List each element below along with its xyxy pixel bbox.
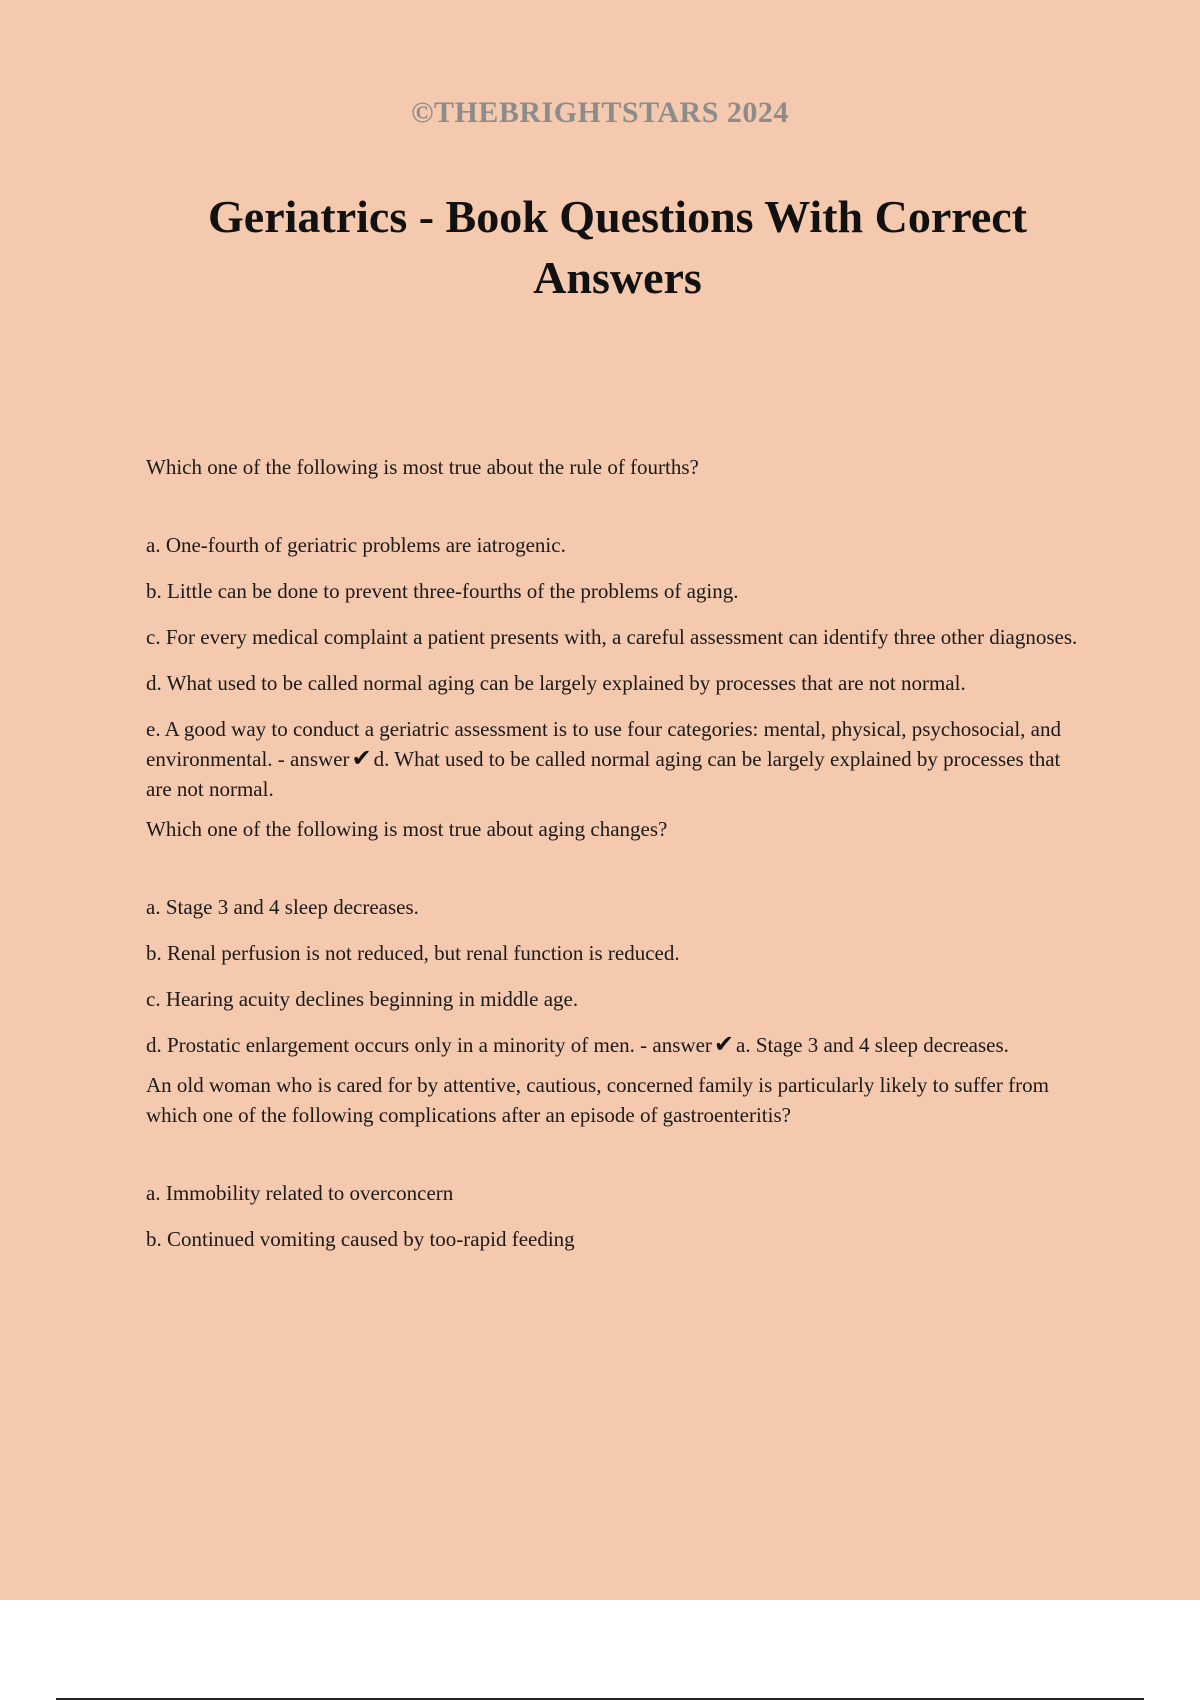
question-block xyxy=(146,452,1081,804)
watermark: ©THEBRIGHTSTARS 2024 xyxy=(411,96,789,129)
option-b: b. Renal perfusion is not reduced, but renal function is reduced. xyxy=(146,941,680,965)
correct-answer: a. Stage 3 and 4 sleep decreases. xyxy=(736,1033,1009,1057)
question-text: An old woman who is cared for by attentive, cautious, concerned family is particularly likely to suffer from which one of the following complications after an episode of gastroenteritis? xyxy=(146,1073,1049,1127)
option-b: b. Little can be done to prevent three-fourths of the problems of aging. xyxy=(146,579,739,603)
question-block xyxy=(146,1070,1081,1254)
option-a: a. Stage 3 and 4 sleep decreases. xyxy=(146,895,419,919)
check-mark-icon: ✔ xyxy=(713,1032,734,1058)
question-text: Which one of the following is most true about aging changes? xyxy=(146,817,668,841)
document-body xyxy=(146,452,1081,1270)
document-title: Geriatrics - Book Questions With Correct Answers xyxy=(208,191,1027,303)
check-mark-icon: ✔ xyxy=(351,746,372,772)
answer-prefix: - answer xyxy=(634,1033,712,1057)
option-c: c. For every medical complaint a patient presents with, a careful assessment can identify three other diagnoses. xyxy=(146,625,1078,649)
answer-prefix: - answer xyxy=(272,747,350,771)
question-text: Which one of the following is most true about the rule of fourths? xyxy=(146,455,699,479)
option-d: d. What used to be called normal aging can be largely explained by processes that are not normal. xyxy=(146,671,966,695)
option-a: a. Immobility related to overconcern xyxy=(146,1181,454,1205)
option-b: b. Continued vomiting caused by too-rapid feeding xyxy=(146,1227,575,1251)
question-block xyxy=(146,814,1081,1060)
option-d: d. Prostatic enlargement occurs only in a minority of men. xyxy=(146,1033,635,1057)
option-c: c. Hearing acuity declines beginning in middle age. xyxy=(146,987,579,1011)
option-e: e. A good way to conduct a geriatric assessment is to use four categories: mental, physical, psychosocial, and environmental. xyxy=(146,717,1062,771)
option-a: a. One-fourth of geriatric problems are iatrogenic. xyxy=(146,533,566,557)
option-d-with-answer xyxy=(146,1030,1081,1060)
option-e-with-answer xyxy=(146,714,1081,804)
correct-answer: d. What used to be called normal aging can be largely explained by processes that are not normal. xyxy=(146,747,1061,801)
